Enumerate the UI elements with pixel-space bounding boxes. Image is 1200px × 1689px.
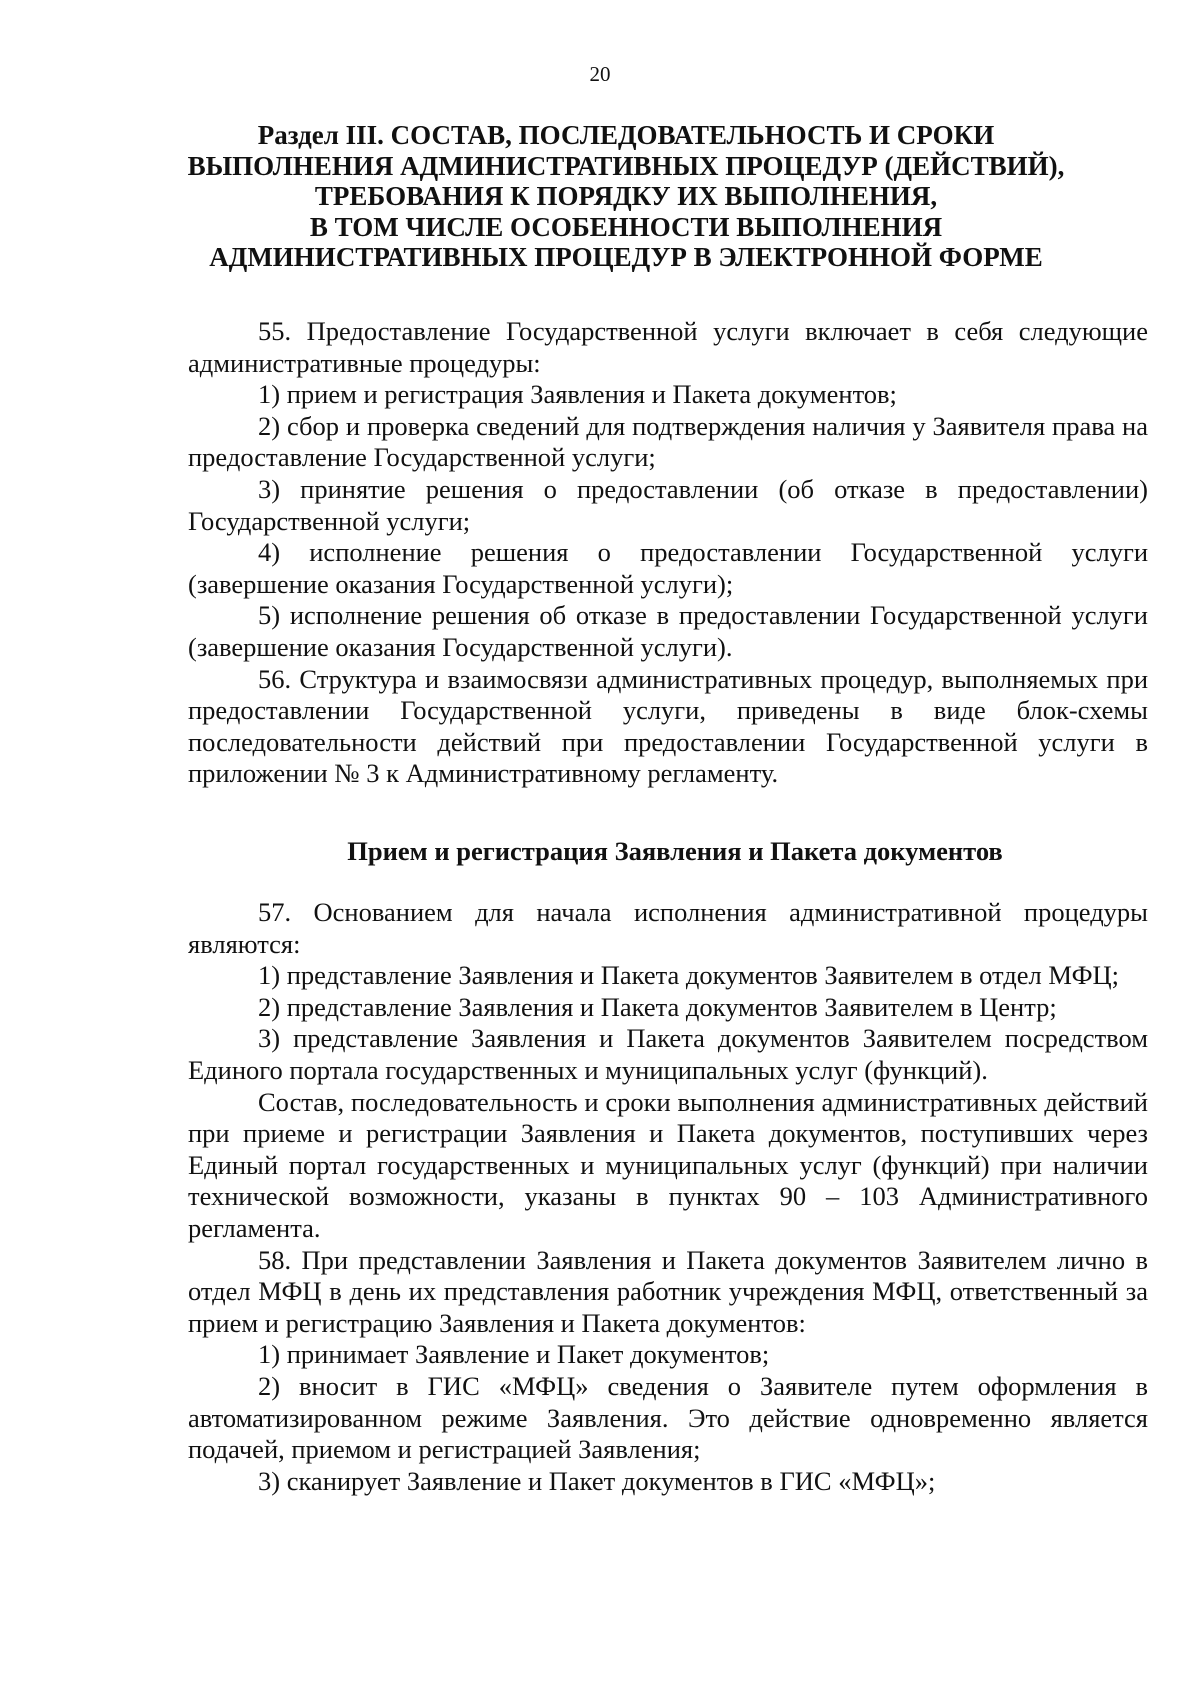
list-item-basis-1: 1) представление Заявления и Пакета документов Заявителем в отдел МФЦ; <box>258 960 1120 991</box>
section-title-line: Раздел III. СОСТАВ, ПОСЛЕДОВАТЕЛЬНОСТЬ И СРОКИ <box>257 120 995 150</box>
paragraph-56: 56. Структура и взаимосвязи административных процедур, выполняемых при предоставлении Государственной услуги, приведены в виде блок-схемы последовательности действий при предоставлении Государственной услуги в приложении № 3 к Административному регламенту. <box>188 663 1148 789</box>
list-item-action-3: 3) сканирует Заявление и Пакет документов в ГИС «МФЦ»; <box>258 1465 936 1496</box>
section-title-line: ТРЕБОВАНИЯ К ПОРЯДКУ ИХ ВЫПОЛНЕНИЯ, <box>314 181 938 211</box>
body-text-reception <box>188 897 1148 1497</box>
section-title-line: АДМИНИСТРАТИВНЫХ ПРОЦЕДУР В ЭЛЕКТРОННОЙ ФОРМЕ <box>209 242 1043 272</box>
section-title-line: В ТОМ ЧИСЛЕ ОСОБЕННОСТИ ВЫПОЛНЕНИЯ <box>309 211 943 242</box>
page-number: 20 <box>589 62 611 86</box>
paragraph-composition: Состав, последовательность и сроки выполнения административных действий при приеме и регистрации Заявления и Пакета документов, поступивших через Единый портал государственных и муниципальных услуг (функций) при наличии технической возможности, указаны в пунктах 90 – 103 Административного регламента. <box>188 1086 1148 1243</box>
section-title <box>150 120 1102 273</box>
list-item-procedure-3: 3) принятие решения о предоставлении (об отказе в предоставлении) Государственной услуги; <box>188 473 1148 536</box>
paragraph-58: 58. При представлении Заявления и Пакета документов Заявителем лично в отдел МФЦ в день их представления работник учреждения МФЦ, ответственный за прием и регистрацию Заявления и Пакета документов: <box>188 1244 1148 1338</box>
body-text-section-intro <box>188 316 1148 790</box>
subsection-title: Прием и регистрация Заявления и Пакета документов <box>347 836 1003 866</box>
list-item-basis-3: 3) представление Заявления и Пакета документов Заявителем посредством Единого портала государственных и муниципальных услуг (функций). <box>188 1023 1148 1085</box>
list-item-procedure-5: 5) исполнение решения об отказе в предоставлении Государственной услуги (завершение оказания Государственной услуги). <box>188 600 1148 662</box>
list-item-procedure-4: 4) исполнение решения о предоставлении Государственной услуги (завершение оказания Государственной услуги); <box>188 537 1148 599</box>
paragraph-57: 57. Основанием для начала исполнения административной процедуры являются: <box>188 897 1148 959</box>
list-item-action-1: 1) принимает Заявление и Пакет документов; <box>258 1339 770 1370</box>
paragraph-55: 55. Предоставление Государственной услуги включает в себя следующие административные процедуры: <box>188 316 1148 378</box>
list-item-action-2: 2) вносит в ГИС «МФЦ» сведения о Заявителе путем оформления в автоматизированном режиме Заявления. Это действие одновременно является подачей, приемом и регистрацией Заявления; <box>188 1370 1148 1465</box>
list-item-procedure-1: 1) прием и регистрация Заявления и Пакета документов; <box>258 379 897 410</box>
list-item-procedure-2: 2) сбор и проверка сведений для подтверждения наличия у Заявителя права на предоставление Государственной услуги; <box>188 410 1148 473</box>
list-item-basis-2: 2) представление Заявления и Пакета документов Заявителем в Центр; <box>258 991 1057 1022</box>
section-title-line: ВЫПОЛНЕНИЯ АДМИНИСТРАТИВНЫХ ПРОЦЕДУР (ДЕЙСТВИЙ), <box>187 150 1065 181</box>
